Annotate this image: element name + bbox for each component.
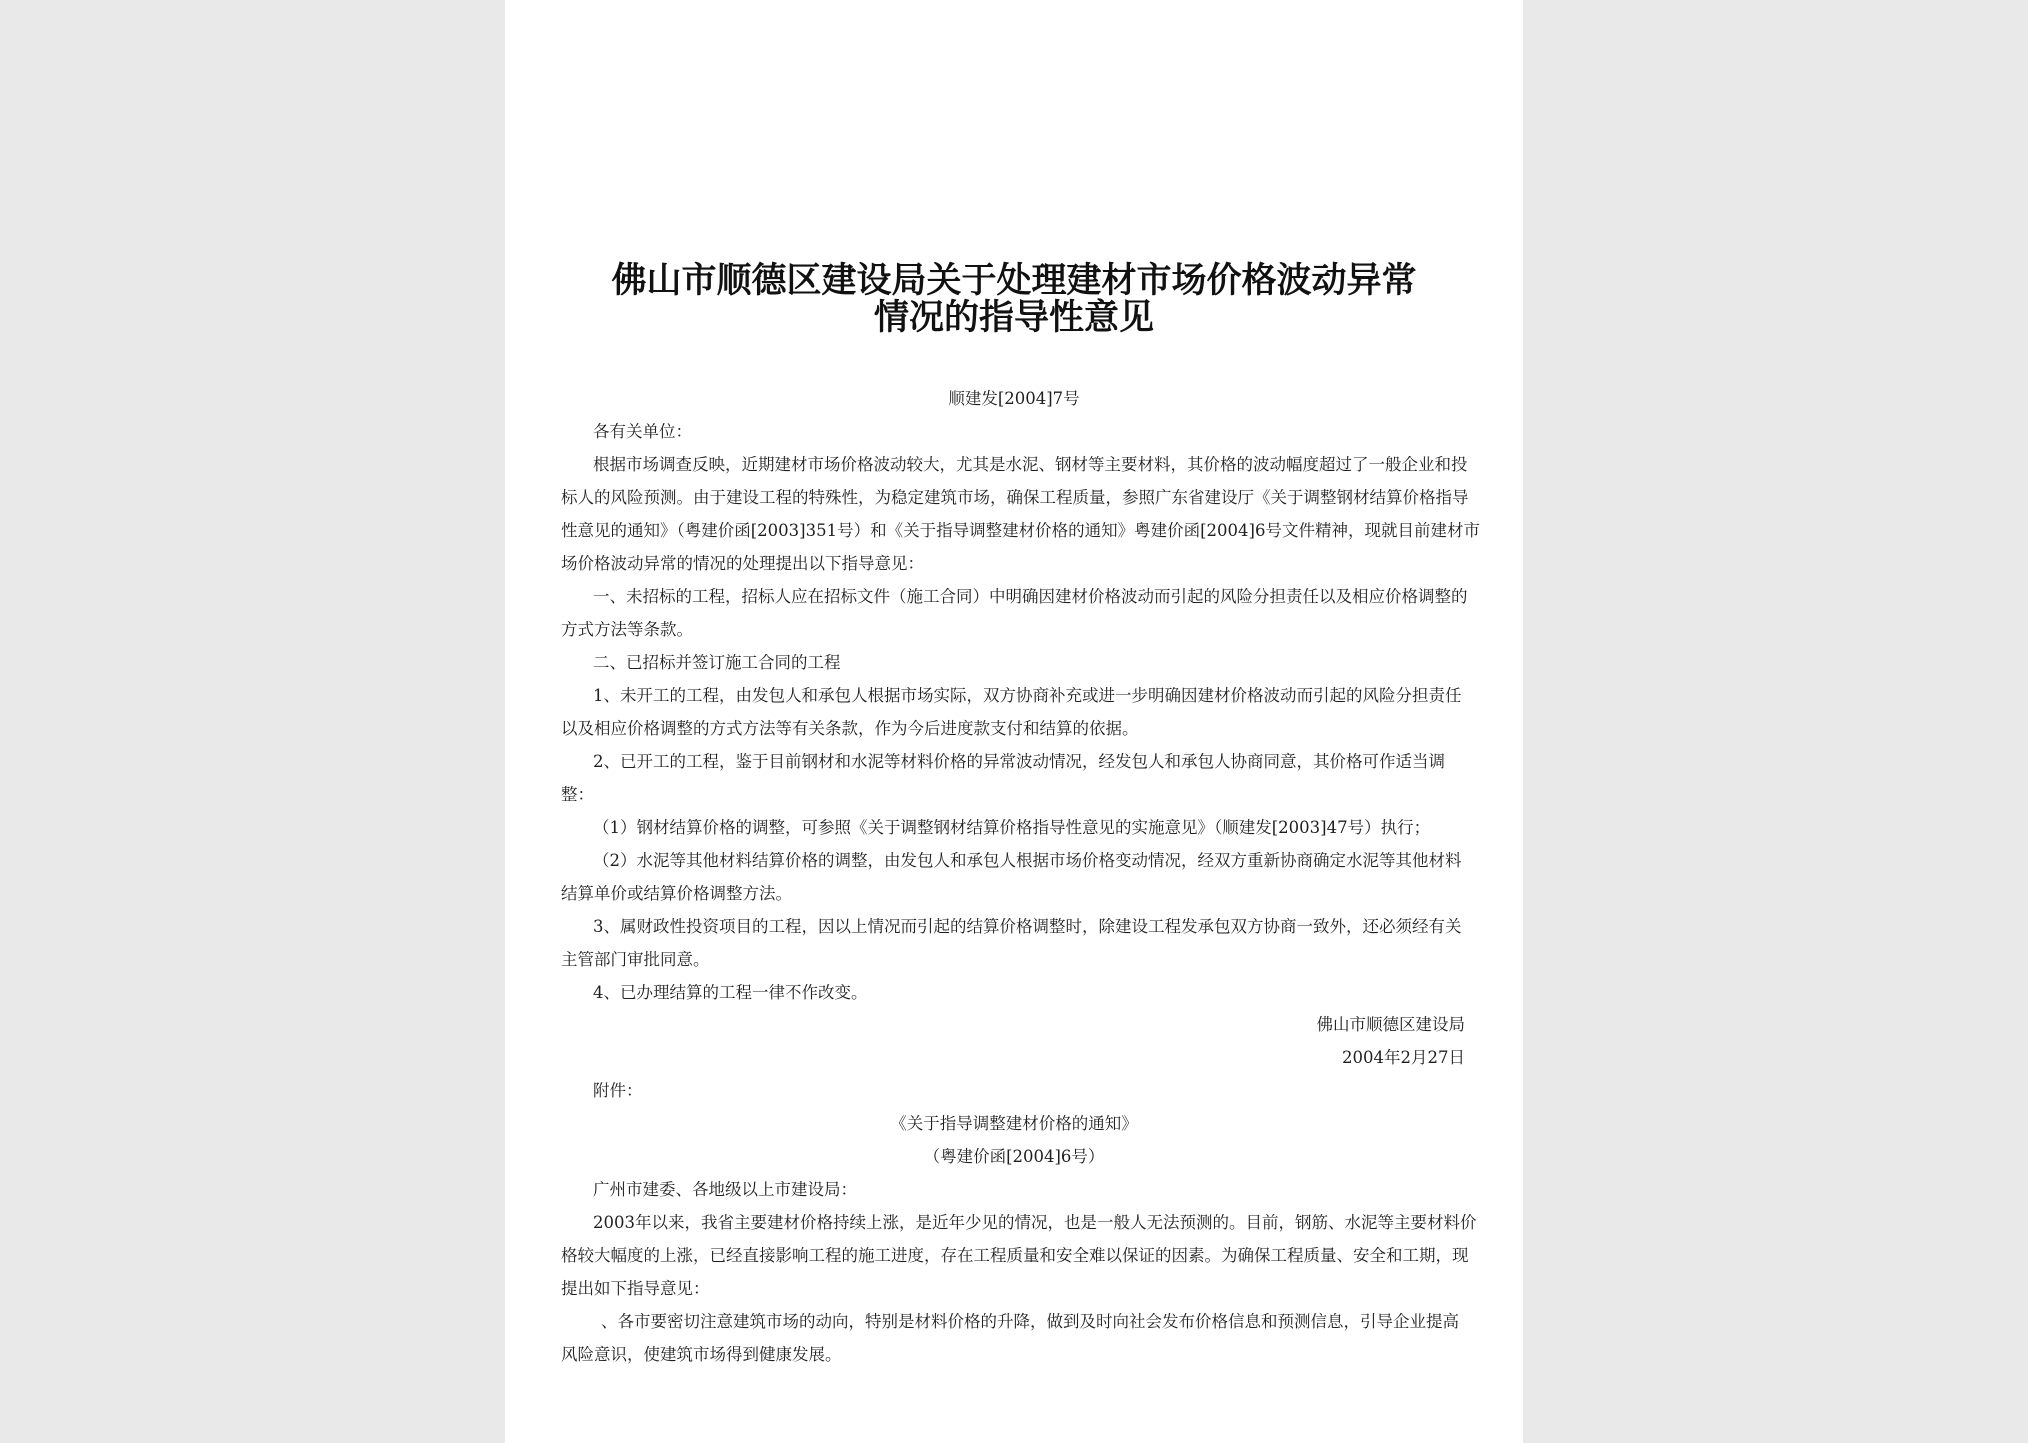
body-line: （1）钢材结算价格的调整，可参照《关于调整钢材结算价格指导性意见的实施意见》（顺建发[2003]47号）执行； [593, 818, 1431, 837]
document-title-line-2: 情况的指导性意见 [873, 298, 1154, 338]
issue-date: 2004年2月27日 [1342, 1048, 1465, 1067]
attachment-title: 《关于指导调整建材价格的通知》 [890, 1114, 1138, 1133]
body-line: 1、未开工的工程，由发包人和承包人根据市场实际，双方协商补充或进一步明确因建材价格波动而引起的风险分担责任 [593, 686, 1462, 705]
issuer-signature: 佛山市顺德区建设局 [1316, 1015, 1465, 1034]
attachment-number: （粤建价函[2004]6号） [923, 1147, 1105, 1166]
body-line: 结算单价或结算价格调整方法。 [561, 884, 792, 903]
body-line: 方式方法等条款。 [561, 620, 693, 639]
body-line: 场价格波动异常的情况的处理提出以下指导意见： [561, 554, 924, 573]
body-line: 以及相应价格调整的方式方法等有关条款，作为今后进度款支付和结算的依据。 [561, 719, 1139, 738]
attachment-line: 格较大幅度的上涨，已经直接影响工程的施工进度，存在工程质量和安全难以保证的因素。为确保工程质量、安全和工期，现 [561, 1246, 1469, 1265]
addressee: 各有关单位： [593, 422, 692, 441]
attachment-line: 风险意识，使建筑市场得到健康发展。 [561, 1345, 842, 1364]
body-line: 标人的风险预测。由于建设工程的特殊性，为稳定建筑市场，确保工程质量，参照广东省建设厅《关于调整钢材结算价格指导 [561, 488, 1469, 507]
attachment-label: 附件： [593, 1081, 643, 1100]
body-line: 根据市场调查反映，近期建材市场价格波动较大，尤其是水泥、钢材等主要材料，其价格的波动幅度超过了一般企业和投 [593, 455, 1468, 474]
section-heading: 二、已招标并签订施工合同的工程 [593, 653, 841, 672]
document-number: 顺建发[2004]7号 [948, 389, 1080, 408]
body-line: 2、已开工的工程，鉴于目前钢材和水泥等材料价格的异常波动情况，经发包人和承包人协商同意，其价格可作适当调 [593, 752, 1445, 771]
body-line: 4、已办理结算的工程一律不作改变。 [593, 983, 868, 1002]
attachment-addressee: 广州市建委、各地级以上市建设局： [593, 1180, 857, 1199]
body-line: 3、属财政性投资项目的工程，因以上情况而引起的结算价格调整时，除建设工程发承包双方协商一致外，还必须经有关 [593, 917, 1462, 936]
document-title-line-1: 佛山市顺德区建设局关于处理建材市场价格波动异常 [611, 261, 1417, 301]
body-line: （2）水泥等其他材料结算价格的调整，由发包人和承包人根据市场价格变动情况，经双方重新协商确定水泥等其他材料 [593, 851, 1462, 870]
body-line: 一、未招标的工程，招标人应在招标文件（施工合同）中明确因建材价格波动而引起的风险分担责任以及相应价格调整的 [593, 587, 1468, 606]
body-line: 整： [561, 785, 594, 804]
body-line: 性意见的通知》（粤建价函[2003]351号）和《关于指导调整建材价格的通知》粤建价函[2004]6号文件精神，现就目前建材市 [561, 521, 1480, 540]
document-page [505, 0, 1523, 1443]
attachment-line: 提出如下指导意见： [561, 1279, 710, 1298]
body-line: 主管部门审批同意。 [561, 950, 710, 969]
attachment-line: 2003年以来，我省主要建材价格持续上涨，是近年少见的情况，也是一般人无法预测的。目前，钢筋、水泥等主要材料价 [593, 1213, 1477, 1232]
attachment-line: 、各市要密切注意建筑市场的动向，特别是材料价格的升降，做到及时向社会发布价格信息和预测信息，引导企业提高 [601, 1312, 1459, 1331]
